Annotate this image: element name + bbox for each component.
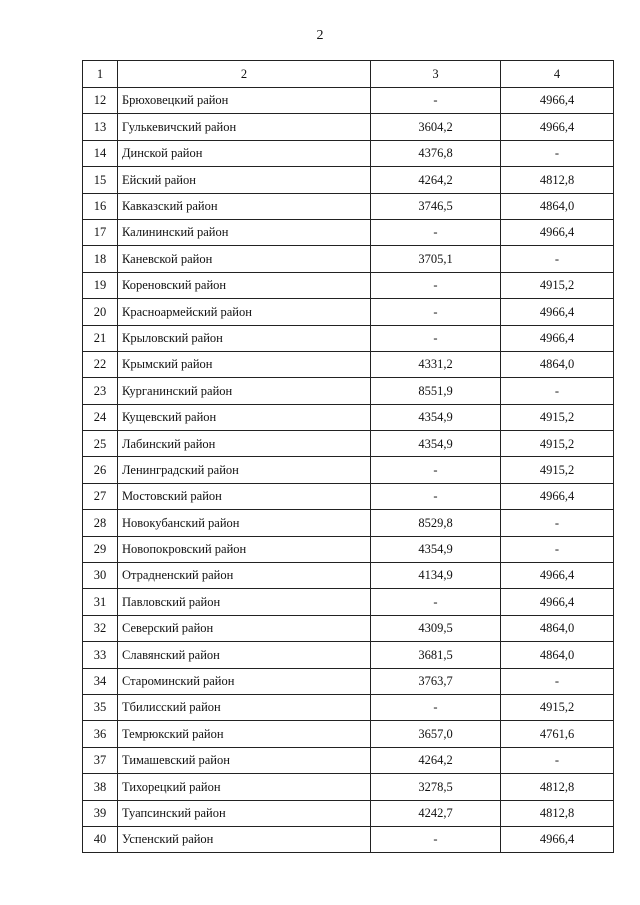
row-number-cell: 29 xyxy=(83,536,118,562)
district-name-cell: Каневской район xyxy=(118,246,371,272)
table-row xyxy=(83,589,614,615)
column-3-value-cell: 3657,0 xyxy=(371,721,501,747)
column-4-value-cell: 4812,8 xyxy=(501,167,614,193)
row-number-cell: 13 xyxy=(83,114,118,140)
column-3-value-cell: 4309,5 xyxy=(371,615,501,641)
column-3-value-cell: 3763,7 xyxy=(371,668,501,694)
row-number-cell: 30 xyxy=(83,563,118,589)
row-number-cell: 37 xyxy=(83,747,118,773)
table-row xyxy=(83,167,614,193)
table-row xyxy=(83,246,614,272)
district-name-cell: Успенский район xyxy=(118,826,371,852)
column-4-value-cell: 4812,8 xyxy=(501,774,614,800)
district-name-cell: Тимашевский район xyxy=(118,747,371,773)
table-row xyxy=(83,88,614,114)
column-3-value-cell: - xyxy=(371,299,501,325)
column-4-value-cell: 4966,4 xyxy=(501,483,614,509)
column-3-value-cell: - xyxy=(371,272,501,298)
column-3-value-cell: - xyxy=(371,483,501,509)
column-4-value-cell: 4966,4 xyxy=(501,826,614,852)
table-header-row xyxy=(83,61,614,88)
row-number-cell: 31 xyxy=(83,589,118,615)
table-row xyxy=(83,615,614,641)
district-name-cell: Ейский район xyxy=(118,167,371,193)
table-row xyxy=(83,378,614,404)
column-3-value-cell: 4264,2 xyxy=(371,167,501,193)
column-4-value-cell: 4966,4 xyxy=(501,563,614,589)
column-3-value-cell: 4376,8 xyxy=(371,140,501,166)
row-number-cell: 12 xyxy=(83,88,118,114)
column-3-value-cell: 8551,9 xyxy=(371,378,501,404)
column-4-value-cell: 4915,2 xyxy=(501,694,614,720)
district-name-cell: Староминский район xyxy=(118,668,371,694)
row-number-cell: 34 xyxy=(83,668,118,694)
column-4-value-cell: 4864,0 xyxy=(501,642,614,668)
column-4-value-cell: 4966,4 xyxy=(501,88,614,114)
row-number-cell: 28 xyxy=(83,510,118,536)
column-4-value-cell: - xyxy=(501,140,614,166)
column-3-value-cell: 3681,5 xyxy=(371,642,501,668)
header-cell-3: 3 xyxy=(371,61,501,88)
table-row xyxy=(83,668,614,694)
page-number: 2 xyxy=(316,28,324,43)
column-3-value-cell: - xyxy=(371,457,501,483)
column-3-value-cell: 3705,1 xyxy=(371,246,501,272)
table-row xyxy=(83,325,614,351)
column-4-value-cell: - xyxy=(501,747,614,773)
column-4-value-cell: 4864,0 xyxy=(501,351,614,377)
column-3-value-cell: - xyxy=(371,826,501,852)
district-name-cell: Новокубанский район xyxy=(118,510,371,536)
column-3-value-cell: 4354,9 xyxy=(371,404,501,430)
table-row xyxy=(83,563,614,589)
column-4-value-cell: - xyxy=(501,536,614,562)
column-3-value-cell: 3746,5 xyxy=(371,193,501,219)
row-number-cell: 17 xyxy=(83,219,118,245)
table-row xyxy=(83,114,614,140)
row-number-cell: 23 xyxy=(83,378,118,404)
column-4-value-cell: - xyxy=(501,246,614,272)
row-number-cell: 19 xyxy=(83,272,118,298)
table-row xyxy=(83,826,614,852)
column-4-value-cell: 4812,8 xyxy=(501,800,614,826)
column-3-value-cell: 4331,2 xyxy=(371,351,501,377)
column-3-value-cell: - xyxy=(371,694,501,720)
table-row xyxy=(83,457,614,483)
table-row xyxy=(83,272,614,298)
row-number-cell: 15 xyxy=(83,167,118,193)
district-name-cell: Тбилисский район xyxy=(118,694,371,720)
table-body xyxy=(83,61,614,853)
column-4-value-cell: 4966,4 xyxy=(501,589,614,615)
column-4-value-cell: 4761,6 xyxy=(501,721,614,747)
table-row xyxy=(83,404,614,430)
column-4-value-cell: 4864,0 xyxy=(501,615,614,641)
column-4-value-cell: 4966,4 xyxy=(501,114,614,140)
row-number-cell: 22 xyxy=(83,351,118,377)
row-number-cell: 24 xyxy=(83,404,118,430)
district-name-cell: Крымский район xyxy=(118,351,371,377)
column-4-value-cell: 4966,4 xyxy=(501,325,614,351)
column-4-value-cell: 4966,4 xyxy=(501,219,614,245)
table-row xyxy=(83,536,614,562)
row-number-cell: 36 xyxy=(83,721,118,747)
data-table xyxy=(82,60,614,853)
column-3-value-cell: - xyxy=(371,589,501,615)
column-4-value-cell: 4915,2 xyxy=(501,404,614,430)
column-3-value-cell: - xyxy=(371,325,501,351)
district-name-cell: Динской район xyxy=(118,140,371,166)
header-cell-1: 1 xyxy=(83,61,118,88)
district-name-cell: Крыловский район xyxy=(118,325,371,351)
column-3-value-cell: 4134,9 xyxy=(371,563,501,589)
district-name-cell: Павловский район xyxy=(118,589,371,615)
table-row xyxy=(83,483,614,509)
table-row xyxy=(83,510,614,536)
district-name-cell: Мостовский район xyxy=(118,483,371,509)
row-number-cell: 16 xyxy=(83,193,118,219)
district-name-cell: Темрюкский район xyxy=(118,721,371,747)
row-number-cell: 18 xyxy=(83,246,118,272)
column-3-value-cell: 4354,9 xyxy=(371,536,501,562)
column-3-value-cell: 4264,2 xyxy=(371,747,501,773)
row-number-cell: 38 xyxy=(83,774,118,800)
table-row xyxy=(83,642,614,668)
district-name-cell: Гулькевичский район xyxy=(118,114,371,140)
district-name-cell: Красноармейский район xyxy=(118,299,371,325)
row-number-cell: 26 xyxy=(83,457,118,483)
row-number-cell: 27 xyxy=(83,483,118,509)
district-name-cell: Отрадненский район xyxy=(118,563,371,589)
header-cell-4: 4 xyxy=(501,61,614,88)
table-row xyxy=(83,800,614,826)
row-number-cell: 21 xyxy=(83,325,118,351)
row-number-cell: 25 xyxy=(83,431,118,457)
district-name-cell: Лабинский район xyxy=(118,431,371,457)
table-row xyxy=(83,431,614,457)
district-name-cell: Кореновский район xyxy=(118,272,371,298)
column-4-value-cell: - xyxy=(501,668,614,694)
row-number-cell: 40 xyxy=(83,826,118,852)
table-row xyxy=(83,140,614,166)
column-4-value-cell: - xyxy=(501,378,614,404)
district-name-cell: Славянский район xyxy=(118,642,371,668)
column-4-value-cell: 4864,0 xyxy=(501,193,614,219)
column-3-value-cell: - xyxy=(371,219,501,245)
district-name-cell: Курганинский район xyxy=(118,378,371,404)
district-name-cell: Тихорецкий район xyxy=(118,774,371,800)
district-name-cell: Северский район xyxy=(118,615,371,641)
row-number-cell: 35 xyxy=(83,694,118,720)
table-row xyxy=(83,351,614,377)
row-number-cell: 20 xyxy=(83,299,118,325)
table-row xyxy=(83,747,614,773)
row-number-cell: 32 xyxy=(83,615,118,641)
column-4-value-cell: 4915,2 xyxy=(501,457,614,483)
row-number-cell: 39 xyxy=(83,800,118,826)
table-row xyxy=(83,193,614,219)
column-4-value-cell: 4966,4 xyxy=(501,299,614,325)
column-3-value-cell: 4354,9 xyxy=(371,431,501,457)
district-name-cell: Новопокровский район xyxy=(118,536,371,562)
district-name-cell: Брюховецкий район xyxy=(118,88,371,114)
column-3-value-cell: 8529,8 xyxy=(371,510,501,536)
column-3-value-cell: 3604,2 xyxy=(371,114,501,140)
district-name-cell: Кущевский район xyxy=(118,404,371,430)
district-name-cell: Туапсинский район xyxy=(118,800,371,826)
row-number-cell: 14 xyxy=(83,140,118,166)
district-name-cell: Ленинградский район xyxy=(118,457,371,483)
district-name-cell: Калининский район xyxy=(118,219,371,245)
column-4-value-cell: 4915,2 xyxy=(501,272,614,298)
district-name-cell: Кавказский район xyxy=(118,193,371,219)
column-3-value-cell: - xyxy=(371,88,501,114)
column-4-value-cell: 4915,2 xyxy=(501,431,614,457)
column-3-value-cell: 3278,5 xyxy=(371,774,501,800)
column-3-value-cell: 4242,7 xyxy=(371,800,501,826)
table-row xyxy=(83,721,614,747)
table-row xyxy=(83,299,614,325)
row-number-cell: 33 xyxy=(83,642,118,668)
table-row xyxy=(83,219,614,245)
table-row xyxy=(83,694,614,720)
table-row xyxy=(83,774,614,800)
header-cell-2: 2 xyxy=(118,61,371,88)
column-4-value-cell: - xyxy=(501,510,614,536)
